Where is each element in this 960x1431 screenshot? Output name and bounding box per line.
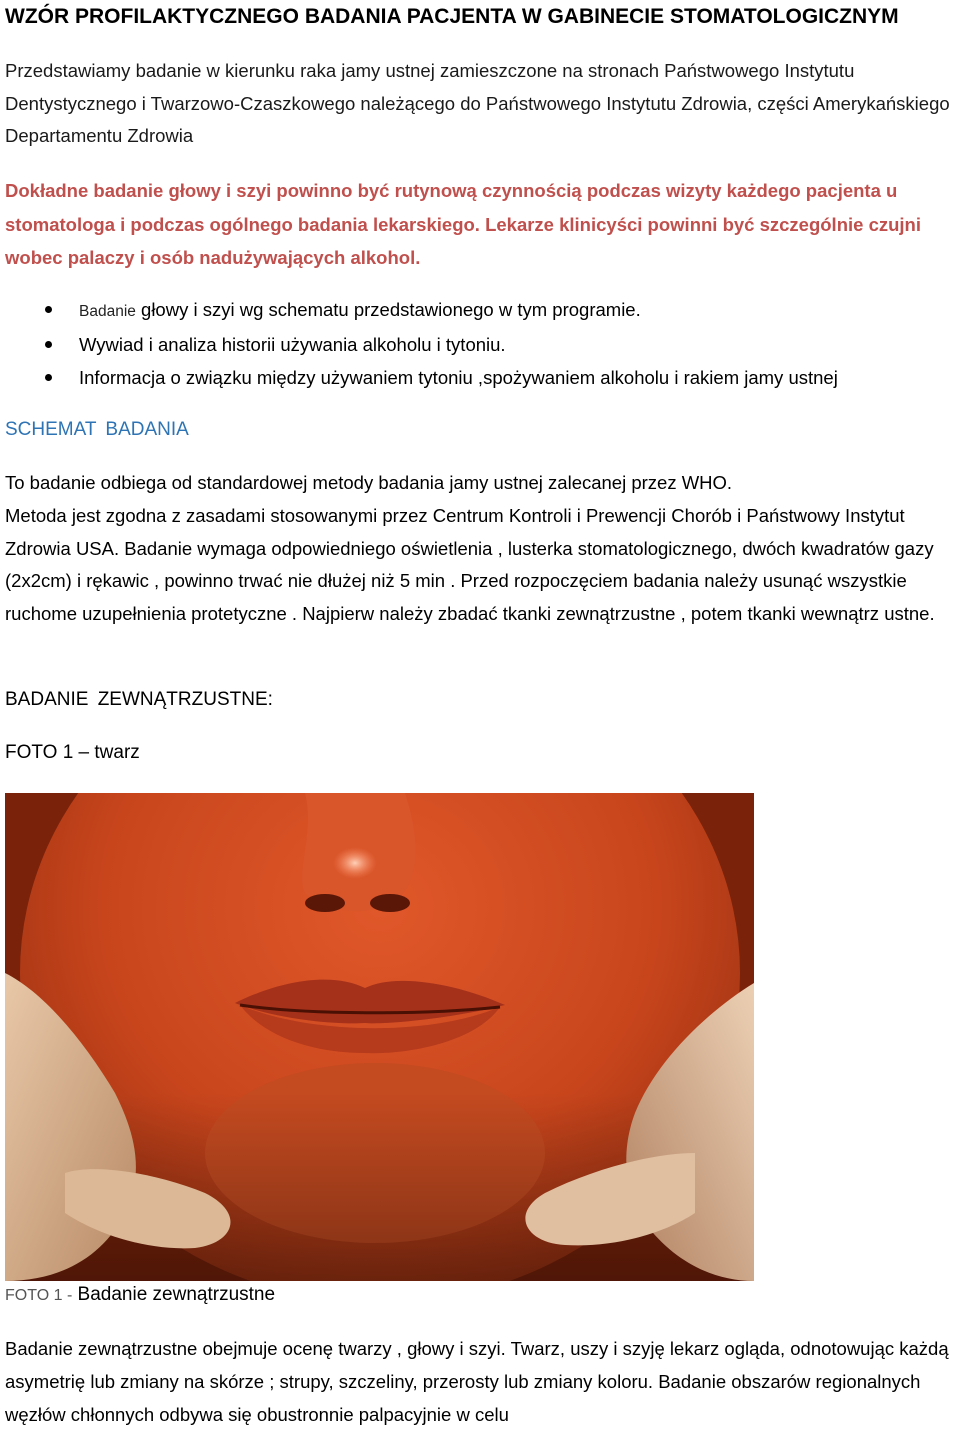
photo-heading: FOTO 1 – twarz	[5, 742, 140, 763]
caption-label: FOTO 1 -	[5, 1287, 73, 1304]
list-item	[0, 293, 960, 328]
bullet-list	[0, 293, 960, 394]
external-exam-heading: BADANIE ZEWNĄTRZUSTNE:	[5, 689, 273, 710]
bullet-icon	[45, 306, 52, 313]
caption-text: Badanie zewnątrzustne	[72, 1284, 276, 1305]
bullet-text: Informacja o związku między używaniem tytoniu ,spożywaniem alkoholu i rakiem jamy ustnej	[79, 367, 838, 388]
document-title: WZÓR PROFILAKTYCZNEGO BADANIA PACJENTA W GABINECIE STOMATOLOGICZNYM	[5, 5, 899, 28]
method-paragraph-1: To badanie odbiega od standardowej metody badania jamy ustnej zalecanej przez WHO.	[5, 472, 733, 493]
bullet-icon	[45, 341, 52, 348]
list-item	[0, 361, 960, 394]
method-section	[5, 467, 957, 631]
warning-paragraph: Dokładne badanie głowy i szyi powinno być rutynową czynnością podczas wizyty każdego pacjenta u stomatologa i podczas ogólnego badania lekarskiego. Lekarze klinicyści powinni być szczególnie czujni wobec palaczy i osób nadużywających alkohol.	[5, 180, 921, 268]
list-item	[0, 328, 960, 361]
final-paragraph: Badanie zewnątrzustne obejmuje ocenę twarzy , głowy i szyi. Twarz, uszy i szyję lekarz ogląda, odnotowując każdą asymetrię lub zmiany na skórze ; strupy, szczeliny, przerosty lub zmiany koloru. Badanie obszarów regionalnych węzłów chłonnych odbywa się obustronnie palpacyjnie w celu	[5, 1338, 949, 1425]
face-exam-photo	[5, 793, 754, 1281]
photo-caption	[5, 1280, 957, 1311]
intro-paragraph: Przedstawiamy badanie w kierunku raka jamy ustnej zamieszczone na stronach Państwowego Instytutu Dentystycznego i Twarzowo-Czaszkowego należącego do Państwowego Instytutu Zdrowia, części Amerykańskiego Departamentu Zdrowia	[5, 60, 950, 146]
bullet-icon	[45, 374, 52, 381]
bullet-text: Wywiad i analiza historii używania alkoholu i tytoniu.	[79, 334, 506, 355]
face-exam-illustration	[5, 793, 754, 1281]
method-paragraph-2: Metoda jest zgodna z zasadami stosowanymi przez Centrum Kontroli i Prewencji Chorób i Państwowy Instytut Zdrowia USA. Badanie wymaga odpowiedniego oświetlenia , lusterka stomatologicznego, dwóch kwadratów gazy (2x2cm) i rękawic , powinno trwać nie dłużej niż 5 min . Przed rozpoczęciem badania należy usunąć wszystkie ruchome uzupełnienia protetyczne . Najpierw należy zbadać tkanki zewnątrzustne , potem tkanki wewnątrz ustne.	[5, 504, 935, 625]
bullet-lead-text: Badanie	[79, 303, 136, 320]
bullet-text: głowy i szyi wg schematu przedstawionego w tym programie.	[135, 299, 641, 320]
schema-heading: SCHEMAT BADANIA	[5, 419, 189, 440]
